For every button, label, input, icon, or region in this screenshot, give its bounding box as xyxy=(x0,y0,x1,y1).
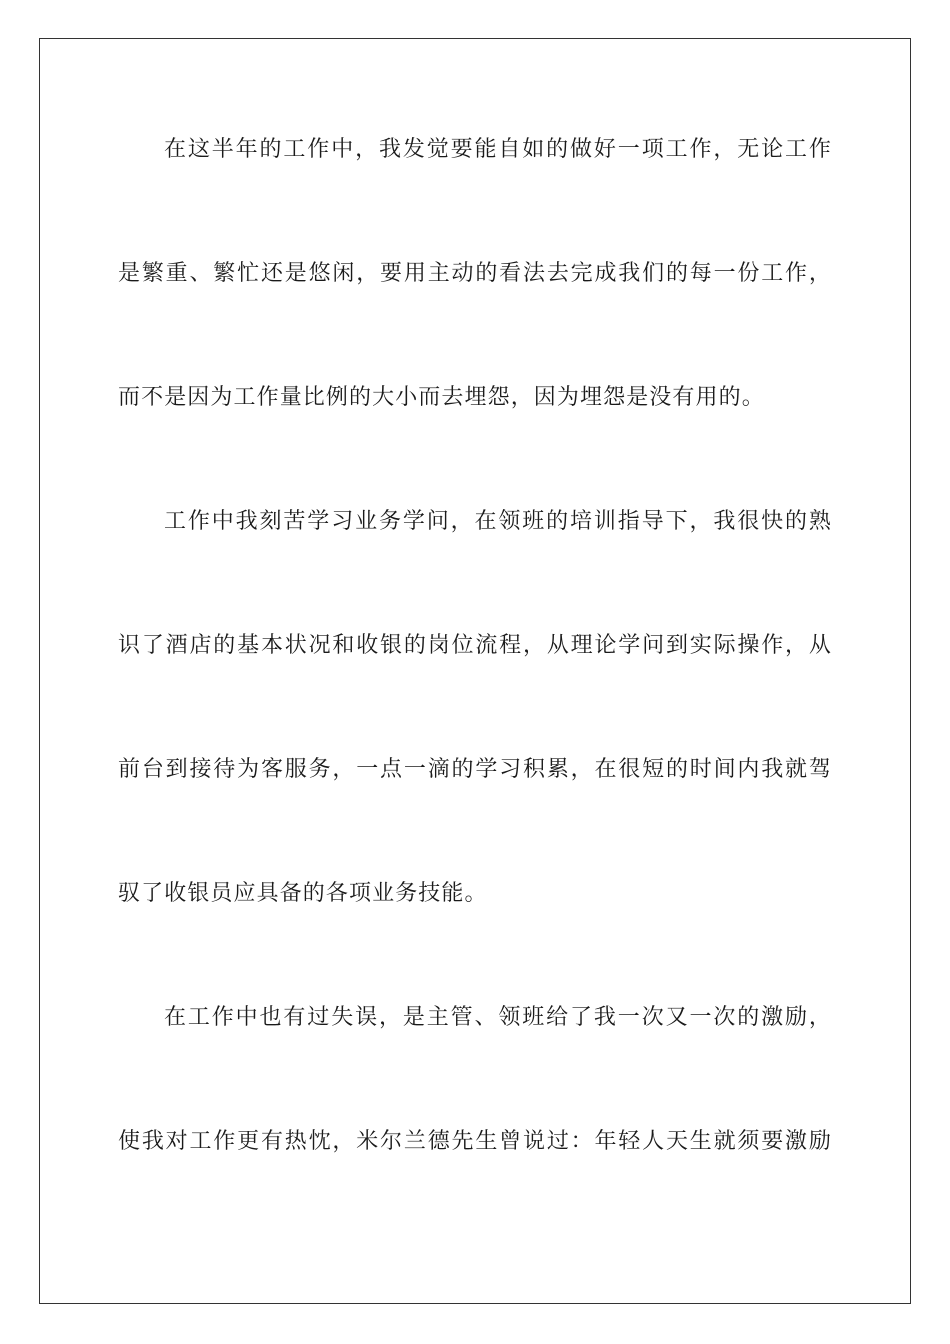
paragraph-2-line-4: 驭了收银员应具备的各项业务技能。 xyxy=(118,881,488,906)
paragraph-2-line-3: 前台到接待为客服务，一点一滴的学习积累，在很短的时间内我就驾 xyxy=(118,757,832,782)
page-border xyxy=(39,38,911,1304)
paragraph-1-line-2: 是繁重、繁忙还是悠闲，要用主动的看法去完成我们的每一份工作， xyxy=(118,261,832,286)
paragraph-1-line-3: 而不是因为工作量比例的大小而去埋怨，因为埋怨是没有用的。 xyxy=(118,385,765,410)
paragraph-3-line-1: 在工作中也有过失误，是主管、领班给了我一次又一次的激励， xyxy=(164,1005,832,1030)
paragraph-2-line-1: 工作中我刻苦学习业务学问，在领班的培训指导下，我很快的熟 xyxy=(164,509,832,534)
paragraph-1-line-1: 在这半年的工作中，我发觉要能自如的做好一项工作，无论工作 xyxy=(164,137,832,162)
paragraph-3-line-2: 使我对工作更有热忱，米尔兰德先生曾说过：年轻人天生就须要激励 xyxy=(118,1129,832,1154)
paragraph-2-line-2: 识了酒店的基本状况和收银的岗位流程，从理论学问到实际操作，从 xyxy=(118,633,832,658)
